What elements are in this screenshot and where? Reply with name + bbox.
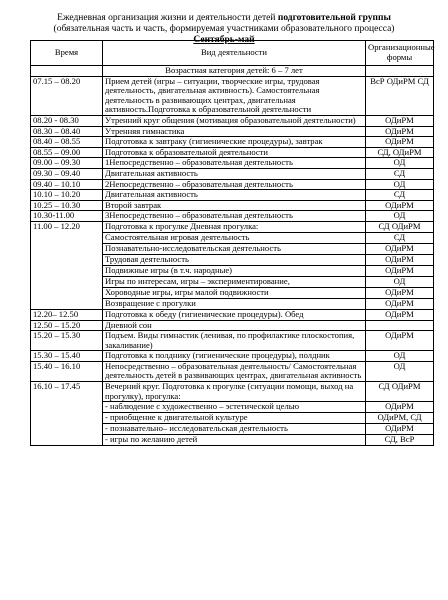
row-time: 16.10 – 17.45 (31, 382, 103, 446)
header-title-text: Ежедневная организация жизни и деятельности детей (57, 13, 278, 23)
row-activity: Дневной сон (103, 320, 366, 331)
row-activity: Утренний круг общения (мотивация образовательной деятельности) (103, 115, 366, 126)
row-time: 08.55 – 09.00 (31, 147, 103, 158)
table-row (31, 179, 434, 190)
sub-activity: Трудовая деятельность (103, 254, 365, 265)
sub-form: ОДиРМ (366, 423, 433, 434)
row-activity: Второй завтрак (103, 200, 366, 211)
row-time: 08.40 – 08.55 (31, 137, 103, 148)
row-form: ОДиРМ (366, 126, 434, 137)
table-row (31, 147, 434, 158)
row-form: ОДиРМ (366, 331, 434, 351)
schedule-table (30, 40, 434, 446)
table-row (31, 309, 434, 320)
row-activity: 3Непосредственно – образовательная деятельность (103, 211, 366, 222)
row-activity: Утренняя гимнастика (103, 126, 366, 137)
row-time: 09.40 – 10.10 (31, 179, 103, 190)
table-row (31, 126, 434, 137)
sub-activity: Возвращение с прогулки (103, 298, 365, 309)
table-row (31, 331, 434, 351)
row-form: ВсР ОДиРМ СД (366, 76, 434, 115)
row-activity: Подготовка к завтраку (гигиенические процедуры), завтрак (103, 137, 366, 148)
table-row (31, 211, 434, 222)
sub-activity: Подготовка к прогулке Дневная прогулка: (105, 220, 259, 231)
row-activity-list (103, 221, 366, 309)
row-time: 07.15 – 08.20 (31, 76, 103, 115)
table-row (31, 351, 434, 362)
sub-activity: Игры по интересам, игры – экспериментирование, (103, 276, 365, 287)
row-time: 11.00 – 12.20 (31, 221, 103, 309)
row-form: СД, ОДиРМ (366, 147, 434, 158)
sub-activity: - игры по желанию детей (103, 434, 365, 445)
row-time: 12.50 – 15.20 (31, 320, 103, 331)
sub-form: ОД (366, 276, 433, 287)
row-form-list (366, 382, 434, 446)
table-row (31, 361, 434, 381)
row-time: 09.00 – 09.30 (31, 158, 103, 169)
walk-row (31, 221, 434, 309)
table-row (31, 320, 434, 331)
sub-form: ОДиРМ (366, 298, 433, 309)
sub-form: СД ОДиРМ (378, 220, 421, 231)
header-period: Сентябрь-май (193, 35, 255, 45)
sub-form: ОДиРМ (366, 401, 433, 412)
sub-activity: - приобщение к двигательной культуре (103, 412, 365, 423)
col-header-time: Время (31, 41, 103, 66)
sub-form: ОДиРМ (366, 265, 433, 276)
row-time: 15.30 – 15.40 (31, 351, 103, 362)
sub-activity: Познавательно-исследовательская деятельность (103, 243, 365, 254)
sub-form: ОДиРМ (366, 243, 433, 254)
row-activity: Непосредственно – образовательная деятельность/ Самостоятельная деятельность детей в развивающих центрах, двигательная активность (103, 361, 366, 381)
row-form (366, 320, 434, 331)
table-row (31, 137, 434, 148)
row-activity: 1Непосредственно – образовательная деятельность (103, 158, 366, 169)
col-header-form: Организационные формы (366, 41, 434, 66)
age-category: Возрастная категория детей: 6 – 7 лет (103, 66, 366, 77)
col-header-activity: Вид деятельности (103, 41, 366, 66)
sub-form: ОДиРМ, СД (366, 412, 433, 423)
row-form: ОД (366, 361, 434, 381)
row-time: 08.30 – 08.40 (31, 126, 103, 137)
sub-activity: Хороводные игры, игры малой подвижности (103, 287, 365, 298)
row-activity: Двигательная активность (103, 168, 366, 179)
table-row (31, 76, 434, 115)
row-form: ОДиРМ (366, 200, 434, 211)
sub-activity: - наблюдение с художественно – эстетической целью (103, 401, 365, 412)
row-form: ОД (366, 351, 434, 362)
sub-activity: Вечерний круг. Подготовка к прогулке (ситуации помощи, выход на прогулку), прогулка: (105, 381, 354, 401)
row-form: ОД (366, 158, 434, 169)
row-activity: Прием детей (игры – ситуации, творческие игры, трудовая деятельность, двигательная активность). Самостоятельная деятельность в развивающих центрах, двигательная активность.Подготовка к образовательной деятельности (103, 76, 366, 115)
sub-activity: Самостоятельная игровая деятельность (103, 232, 365, 243)
header-title (0, 13, 448, 24)
table-row (31, 115, 434, 126)
table-row (31, 158, 434, 169)
sub-activity: Подвижные игры (в т.ч. народные) (103, 265, 365, 276)
sub-form: СД, ВсР (366, 434, 433, 445)
table-row (31, 190, 434, 201)
row-time: 10.25 – 10.30 (31, 200, 103, 211)
row-activity: Подготовка к полднику (гигиенические процедуры), полдник (103, 351, 366, 362)
row-time: 09.30 – 09.40 (31, 168, 103, 179)
row-activity: Подготовка к обеду (гигиенические процедуры). Обед (103, 309, 366, 320)
row-time: 10.10 – 10.20 (31, 190, 103, 201)
row-activity: 2Непосредственно – образовательная деятельность (103, 179, 366, 190)
sub-form: СД ОДиРМ (378, 381, 421, 392)
row-time: 12.20– 12.50 (31, 309, 103, 320)
row-form: СД (366, 190, 434, 201)
sub-activity: - познавательно– исследовательская деятельность (103, 423, 365, 434)
row-form: ОД (366, 211, 434, 222)
header-subtitle: (обязательная часть и часть, формируемая участниками образовательного процесса) (53, 24, 395, 34)
row-time: 15.20 – 15.30 (31, 331, 103, 351)
row-time: 10.30-11.00 (31, 211, 103, 222)
row-form: ОД (366, 179, 434, 190)
row-form: ОДиРМ (366, 309, 434, 320)
row-activity-list (103, 382, 366, 446)
row-activity: Подъем. Виды гимнастик (ленивая, по профилактике плоскостопия, закаливание) (103, 331, 366, 351)
row-form: ОДиРМ (366, 115, 434, 126)
row-form: СД (366, 168, 434, 179)
row-time: 15.40 – 16.10 (31, 361, 103, 381)
sub-form: СД (366, 232, 433, 243)
row-activity: Подготовка к образовательной деятельности (103, 147, 366, 158)
sub-form: ОДиРМ (366, 254, 433, 265)
row-form: ОДиРМ (366, 137, 434, 148)
table-row (31, 200, 434, 211)
row-time: 08.20 - 08.30 (31, 115, 103, 126)
row-activity: Двигательная активность (103, 190, 366, 201)
table-row (31, 168, 434, 179)
header-title-group: подготовительной группы (277, 13, 391, 23)
row-form-list (366, 221, 434, 309)
evening-row (31, 382, 434, 446)
sub-form: ОДиРМ (366, 287, 433, 298)
